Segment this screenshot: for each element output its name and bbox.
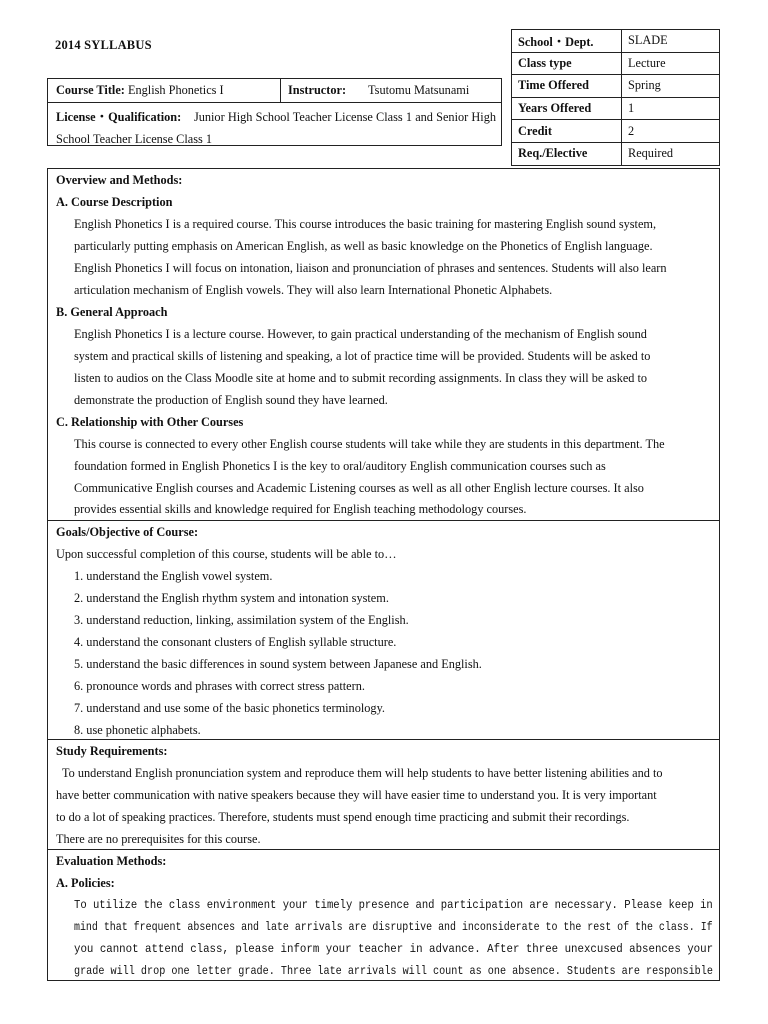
info-value: Spring: [622, 75, 720, 98]
goal-item: 2. understand the English rhythm system and intonation system.: [74, 591, 389, 605]
course-description-heading: A. Course Description: [56, 195, 173, 209]
instructor-label: Instructor:: [288, 83, 347, 97]
info-key: Years Offered: [512, 97, 622, 120]
general-approach-line: listen to audios on the Class Moodle site at home and to submit recording assignments. In class they will be asked to: [74, 371, 648, 385]
syllabus-year-title: 2014 SYLLABUS: [55, 38, 152, 52]
course-header-box: [47, 78, 502, 146]
relationship-line: This course is connected to every other English course students will take while they are students in this department. The: [74, 437, 665, 451]
study-requirements-section: [48, 739, 719, 849]
goals-section: [48, 520, 719, 739]
policies-line: mind that frequent absences and late arrivals are disruptive and inconsiderate to the rest of the class. If: [74, 920, 713, 934]
general-approach-line: system and practical skills of listening and speaking, a lot of practice time will be provided. Students will be asked to: [74, 349, 651, 363]
info-key: Class type: [512, 52, 622, 75]
license-qualification: [56, 106, 496, 150]
policies-heading: A. Policies:: [56, 876, 115, 890]
relationship-line: foundation formed in English Phonetics I is the key to oral/auditory English communication courses such as: [74, 459, 606, 473]
info-value: Lecture: [622, 52, 720, 75]
course-description-line: English Phonetics I will focus on intonation, liaison and pronunciation of phrases and sentences. Students will also learn: [74, 261, 667, 275]
evaluation-heading: Evaluation Methods:: [56, 854, 167, 868]
license-label: License・Qualification:: [56, 110, 182, 124]
goal-item: 1. understand the English vowel system.: [74, 569, 273, 583]
info-row-class-type: [512, 52, 720, 75]
goal-item: 6. pronounce words and phrases with correct stress pattern.: [74, 679, 365, 693]
study-requirements-line: to do a lot of speaking practices. Therefore, students must spend enough time practicing and submit their recordings.: [56, 810, 630, 824]
info-key: Credit: [512, 120, 622, 143]
general-approach-line: English Phonetics I is a lecture course. However, to gain practical understanding of the mechanism of English sound: [74, 327, 647, 341]
info-value: 2: [622, 120, 720, 143]
relationship-heading: C. Relationship with Other Courses: [56, 415, 244, 429]
course-info-table: [511, 29, 720, 166]
course-description-line: particularly putting emphasis on American English, as well as basic knowledge on the Phonetics of English language.: [74, 239, 653, 253]
course-description-line: articulation mechanism of English vowels. They will also learn International Phonetic Alphabets.: [74, 283, 553, 297]
relationship-line: provides essential skills and knowledge required for English teaching methodology courses.: [74, 502, 527, 516]
course-title: [56, 83, 224, 98]
general-approach-line: demonstrate the production of English sound they have learned.: [74, 393, 388, 407]
license-value: Junior High School Teacher License Class 1 and Senior High School Teacher License Class 1: [56, 110, 497, 146]
relationship-line: Communicative English courses and Academic Listening courses as well as all other English lecture courses. It also: [74, 481, 644, 495]
overview-section: [48, 169, 719, 520]
course-title-row: [48, 79, 501, 103]
policies-line: you cannot attend class, please inform your teacher in advance. After three unexcused absences your: [74, 942, 714, 956]
info-row-school-dept: [512, 30, 720, 53]
course-title-label: Course Title:: [56, 83, 125, 97]
course-title-value: English Phonetics I: [127, 83, 224, 97]
info-row-years-offered: [512, 97, 720, 120]
info-value: Required: [622, 142, 720, 165]
study-requirements-line: have better communication with native speakers because they will have easier time to understand you. It is very important: [56, 788, 657, 802]
goals-heading: Goals/Objective of Course:: [56, 525, 199, 539]
overview-heading: Overview and Methods:: [56, 173, 183, 187]
policies-line: To utilize the class environment your timely presence and participation are necessary. Please keep in: [74, 898, 713, 912]
info-row-req-elective: [512, 142, 720, 165]
goal-item: 7. understand and use some of the basic phonetics terminology.: [74, 701, 385, 715]
info-key: Req./Elective: [512, 142, 622, 165]
course-description-line: English Phonetics I is a required course. This course introduces the basic training for mastering English sound system,: [74, 217, 657, 231]
study-requirements-heading: Study Requirements:: [56, 744, 168, 758]
syllabus-main-box: [47, 168, 720, 981]
goal-item: 4. understand the consonant clusters of English syllable structure.: [74, 635, 397, 649]
info-row-time-offered: [512, 75, 720, 98]
policies-line: grade will drop one letter grade. Three late arrivals will count as one absence. Students are responsible: [74, 964, 713, 978]
goal-item: 5. understand the basic differences in sound system between Japanese and English.: [74, 657, 482, 671]
instructor-name: Tsutomu Matsunami: [368, 83, 470, 97]
goals-intro: Upon successful completion of this course, students will be able to…: [56, 547, 397, 561]
general-approach-heading: B. General Approach: [56, 305, 168, 319]
info-key: School・Dept.: [512, 30, 622, 53]
info-value: 1: [622, 97, 720, 120]
course-row-divider: [280, 79, 281, 102]
goal-item: 3. understand reduction, linking, assimilation system of the English.: [74, 613, 409, 627]
study-requirements-line: To understand English pronunciation system and reproduce them will help students to have better listening abilities and to: [62, 766, 663, 780]
evaluation-section: [48, 849, 719, 980]
info-key: Time Offered: [512, 75, 622, 98]
info-value: SLADE: [622, 30, 720, 53]
info-row-credit: [512, 120, 720, 143]
goal-item: 8. use phonetic alphabets.: [74, 723, 201, 737]
study-requirements-line: There are no prerequisites for this course.: [56, 832, 261, 846]
